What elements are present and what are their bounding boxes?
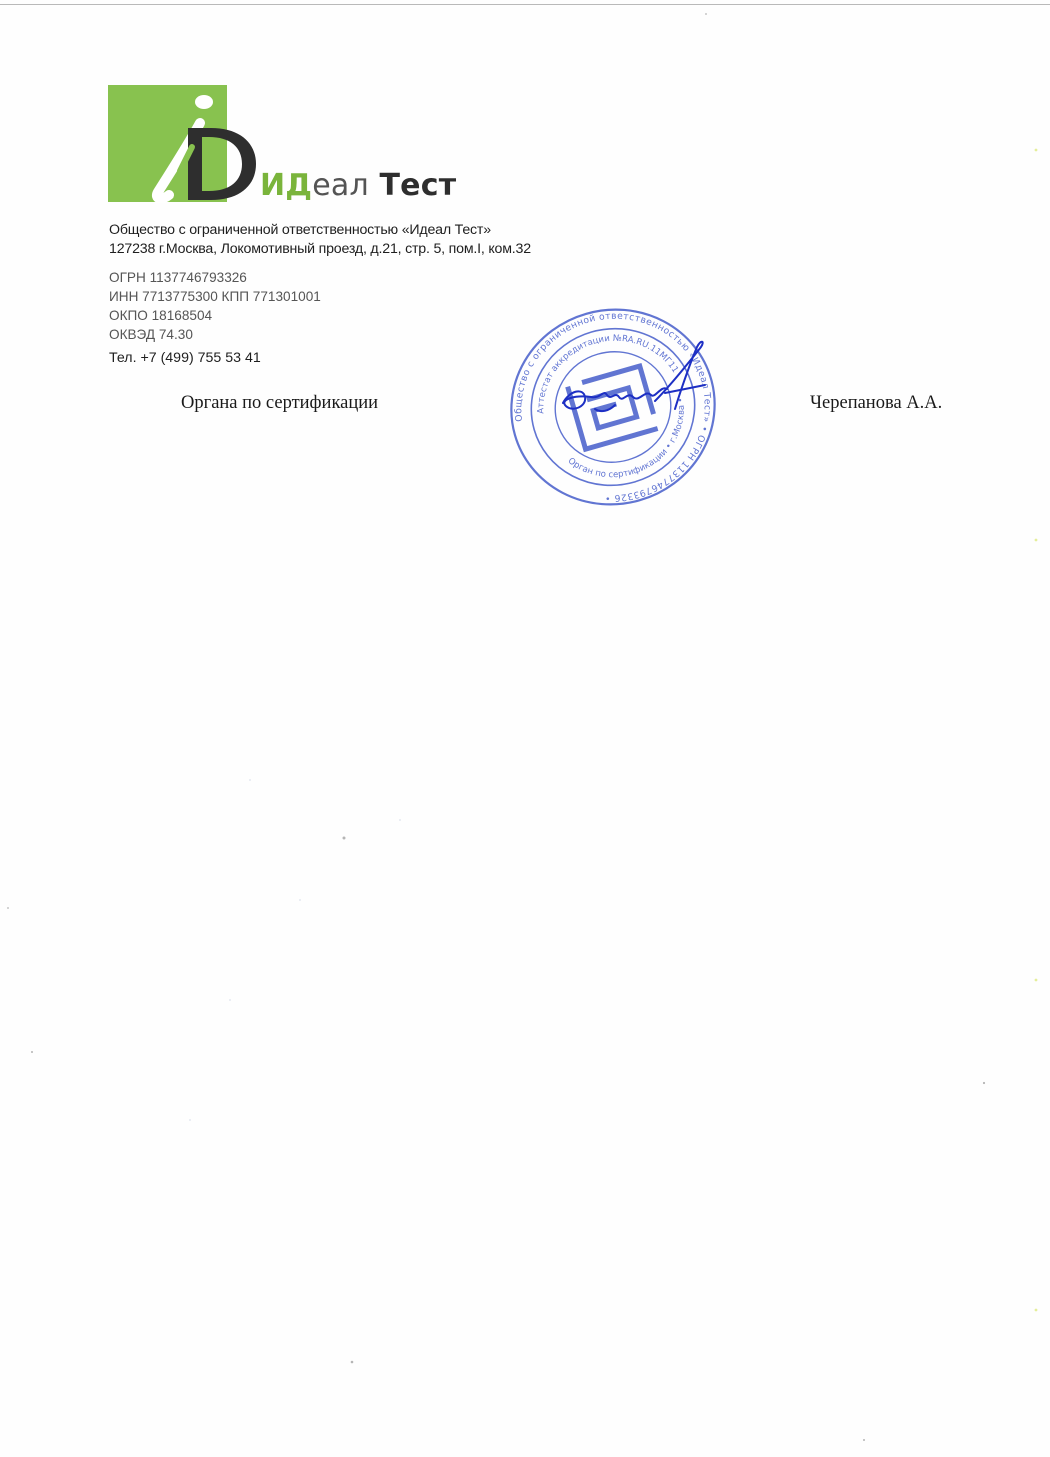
company-name: Общество с ограниченной ответственностью «Идеал Тест» [109, 222, 491, 238]
stamp-outer-text: Общество с ограниченной ответственностью «Идеал Тест» • ОГРН 1137746793326 • [513, 310, 713, 504]
inn-kpp-line: ИНН 7713775300 КПП 771301001 [109, 289, 321, 304]
ogrn-line: ОГРН 1137746793326 [109, 270, 247, 285]
logo-id-letters [108, 85, 268, 205]
wordmark-green-part: ИД [260, 168, 313, 203]
okpo-line: ОКПО 18168504 [109, 308, 213, 323]
company-address: 127238 г.Москва, Локомотивный проезд, д.21, стр. 5, пом.I, ком.32 [109, 241, 531, 257]
phone-line: Тел. +7 (499) 755 53 41 [109, 350, 261, 366]
scan-top-edge [0, 4, 1050, 5]
stamp-bottom-text: Орган по сертификации • г.Москва • [565, 396, 687, 481]
logo-wordmark [260, 169, 456, 203]
wordmark-dark-part: Тест [379, 168, 457, 203]
okved-line: ОКВЭД 74.30 [109, 327, 193, 342]
signatory-role: Органа по сертификации [181, 393, 379, 413]
company-details [109, 221, 531, 259]
company-stamp [505, 305, 721, 509]
company-logo [108, 85, 457, 205]
registration-codes [109, 268, 321, 344]
stamp-inner-text: Аттестат аккредитации №RA.RU.11МГ11 [536, 333, 680, 414]
wordmark-grey-part: еал [312, 168, 369, 203]
signatory-name: Черепанова А.А. [810, 393, 943, 413]
